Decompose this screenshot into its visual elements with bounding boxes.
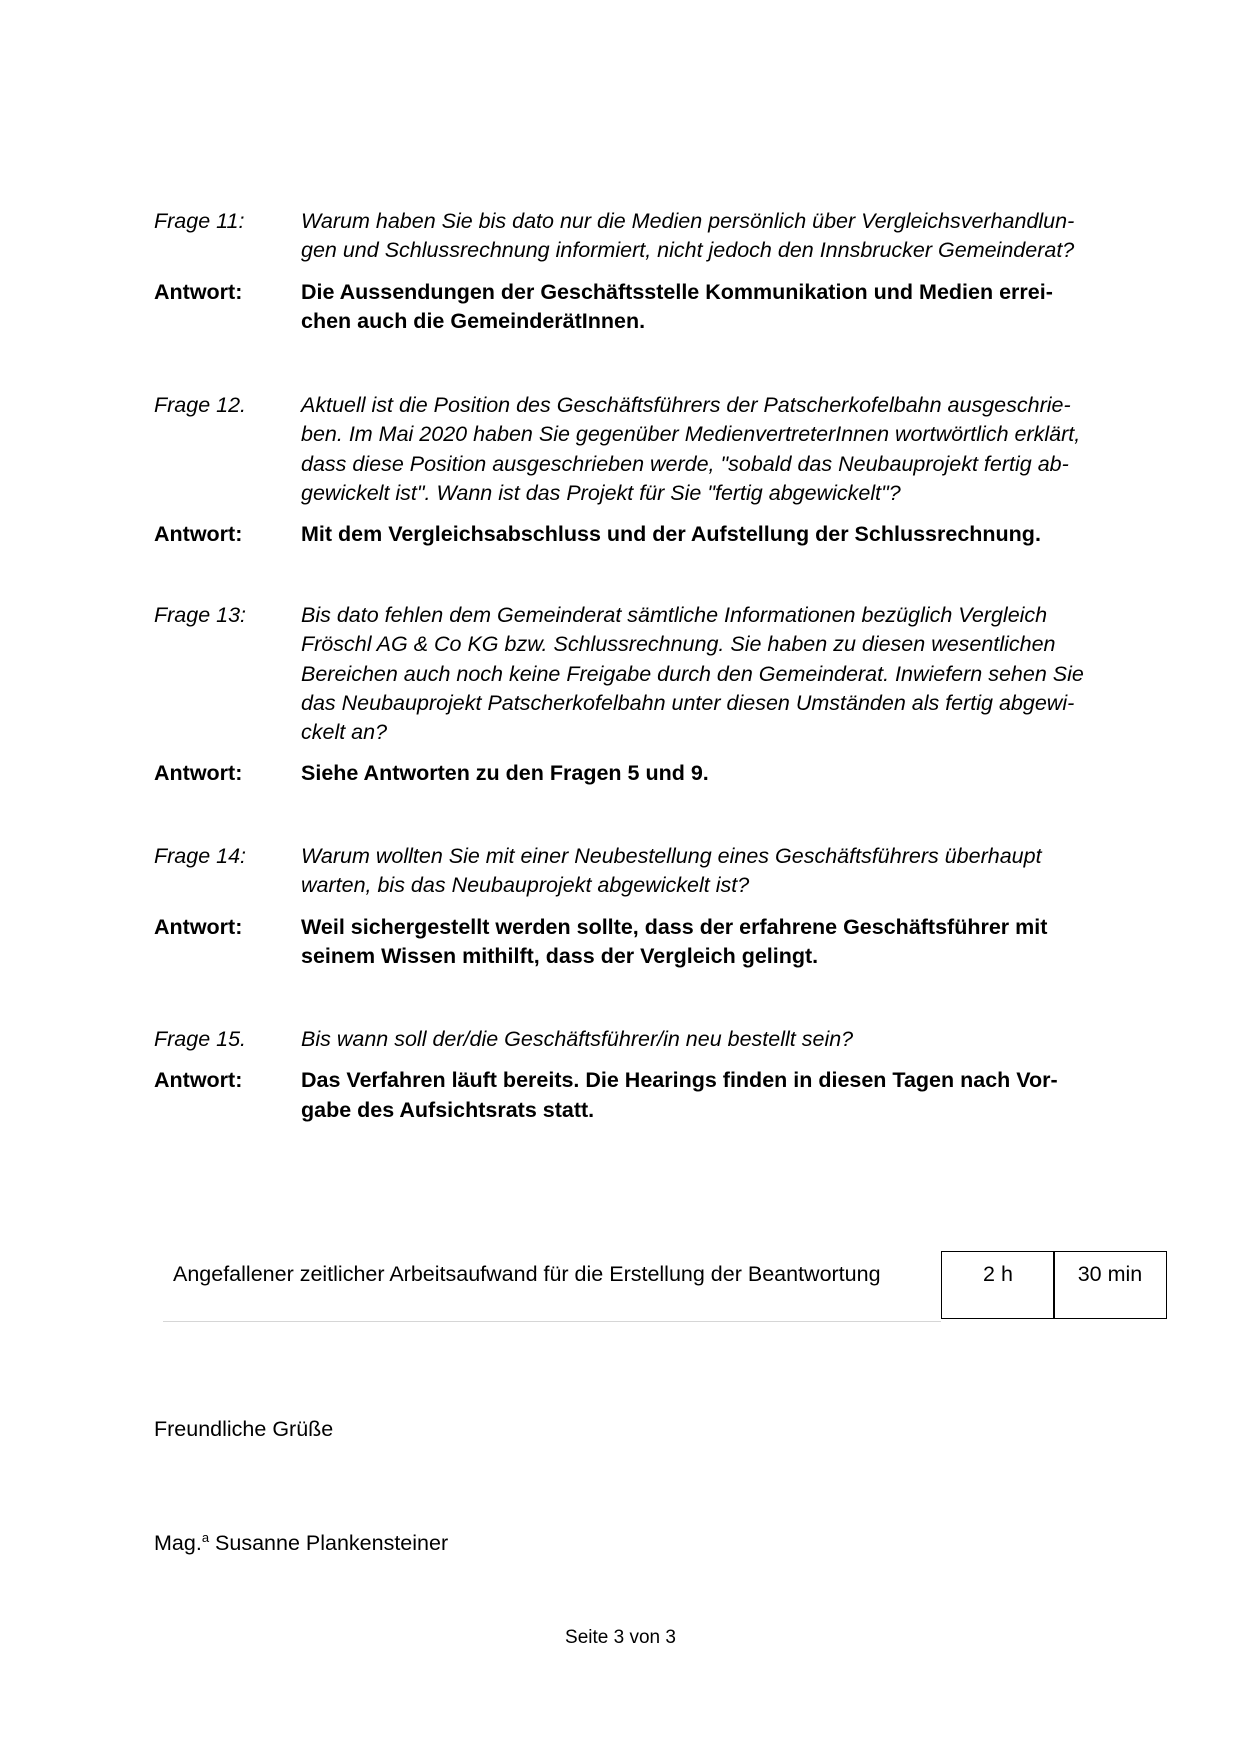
answer-text: Das Verfahren läuft bereits. Die Hearings finden in diesen Tagen nach Vor- gabe des Aufsichtsrats statt.: [301, 1068, 1058, 1122]
question-label: Frage 14:: [154, 844, 247, 868]
question-row: [154, 207, 1144, 266]
effort-label: Angefallener zeitlicher Arbeitsaufwand für die Erstellung der Beantwortung: [173, 1262, 881, 1286]
question-text: Aktuell ist die Position des Geschäftsführers der Patscherkofelbahn ausgeschrie- ben. Im Mai 2020 haben Sie gegenüber MedienvertreterInnen wortwörtlich erklärt, dass diese Position ausgeschrieben werde, "sobald das Neubauprojekt fertig ab- gewickelt ist". Wann ist das Projekt für Sie "fertig abgewickelt"?: [301, 393, 1081, 505]
effort-minutes-cell: 30 min: [1053, 1251, 1167, 1319]
signature-title: Mag.: [154, 1531, 202, 1555]
answer-row: [154, 520, 1144, 549]
signature-name: [154, 1530, 448, 1556]
question-label: Frage 15.: [154, 1027, 247, 1051]
answer-text: Siehe Antworten zu den Fragen 5 und 9.: [301, 761, 709, 786]
qa-block-11: [154, 207, 1144, 336]
question-text: Bis wann soll der/die Geschäftsführer/in neu bestellt sein?: [301, 1027, 854, 1051]
question-row: [154, 601, 1144, 747]
answer-label: Antwort:: [154, 522, 243, 547]
question-label: Frage 13:: [154, 603, 247, 627]
effort-divider: [163, 1321, 941, 1322]
question-row: [154, 391, 1144, 508]
answer-row: [154, 913, 1144, 972]
signature-title-sup: a: [201, 1530, 210, 1545]
answer-row: [154, 1066, 1144, 1125]
answer-text: Die Aussendungen der Geschäftsstelle Kommunikation und Medien errei- chen auch die GemeinderätInnen.: [301, 279, 1053, 333]
signature-fullname: Susanne Plankensteiner: [215, 1531, 449, 1555]
question-label: Frage 12.: [154, 393, 247, 417]
answer-label: Antwort:: [154, 914, 243, 939]
question-text: Bis dato fehlen dem Gemeinderat sämtliche Informationen bezüglich Vergleich Fröschl AG & Co KG bzw. Schlussrechnung. Sie haben zu diesen wesentlichen Bereichen auch noch keine Freigabe durch den Gemeinderat. Inwiefern sehen Sie das Neubauprojekt Patscherkofelbahn unter diesen Umständen als fertig abgewi- ckelt an?: [301, 603, 1084, 745]
question-row: [154, 842, 1144, 901]
answer-label: Antwort:: [154, 279, 243, 304]
question-row: [154, 1025, 1144, 1054]
answer-label: Antwort:: [154, 761, 243, 786]
qa-block-15: [154, 1025, 1144, 1125]
question-text: Warum haben Sie bis dato nur die Medien persönlich über Vergleichsverhandlun- gen und Schlussrechnung informiert, nicht jedoch den Innsbrucker Gemeinderat?: [301, 209, 1075, 263]
answer-row: [154, 759, 1144, 788]
question-label: Frage 11:: [154, 209, 245, 233]
page-number: Seite 3 von 3: [565, 1627, 676, 1648]
qa-block-14: [154, 842, 1144, 971]
closing-greeting: Freundliche Grüße: [154, 1417, 334, 1441]
effort-hours-cell: 2 h: [941, 1251, 1055, 1319]
answer-text: Weil sichergestellt werden sollte, dass der erfahrene Geschäftsführer mit seinem Wissen mithilft, dass der Vergleich gelingt.: [301, 914, 1048, 968]
qa-block-12: [154, 391, 1144, 549]
effort-table: [163, 1251, 1169, 1322]
question-text: Warum wollten Sie mit einer Neubestellung eines Geschäftsführers überhaupt warten, bis das Neubauprojekt abgewickelt ist?: [301, 844, 1042, 898]
qa-block-13: [154, 601, 1144, 789]
answer-text: Mit dem Vergleichsabschluss und der Aufstellung der Schlussrechnung.: [301, 522, 1041, 547]
answer-label: Antwort:: [154, 1068, 243, 1093]
answer-row: [154, 278, 1144, 337]
